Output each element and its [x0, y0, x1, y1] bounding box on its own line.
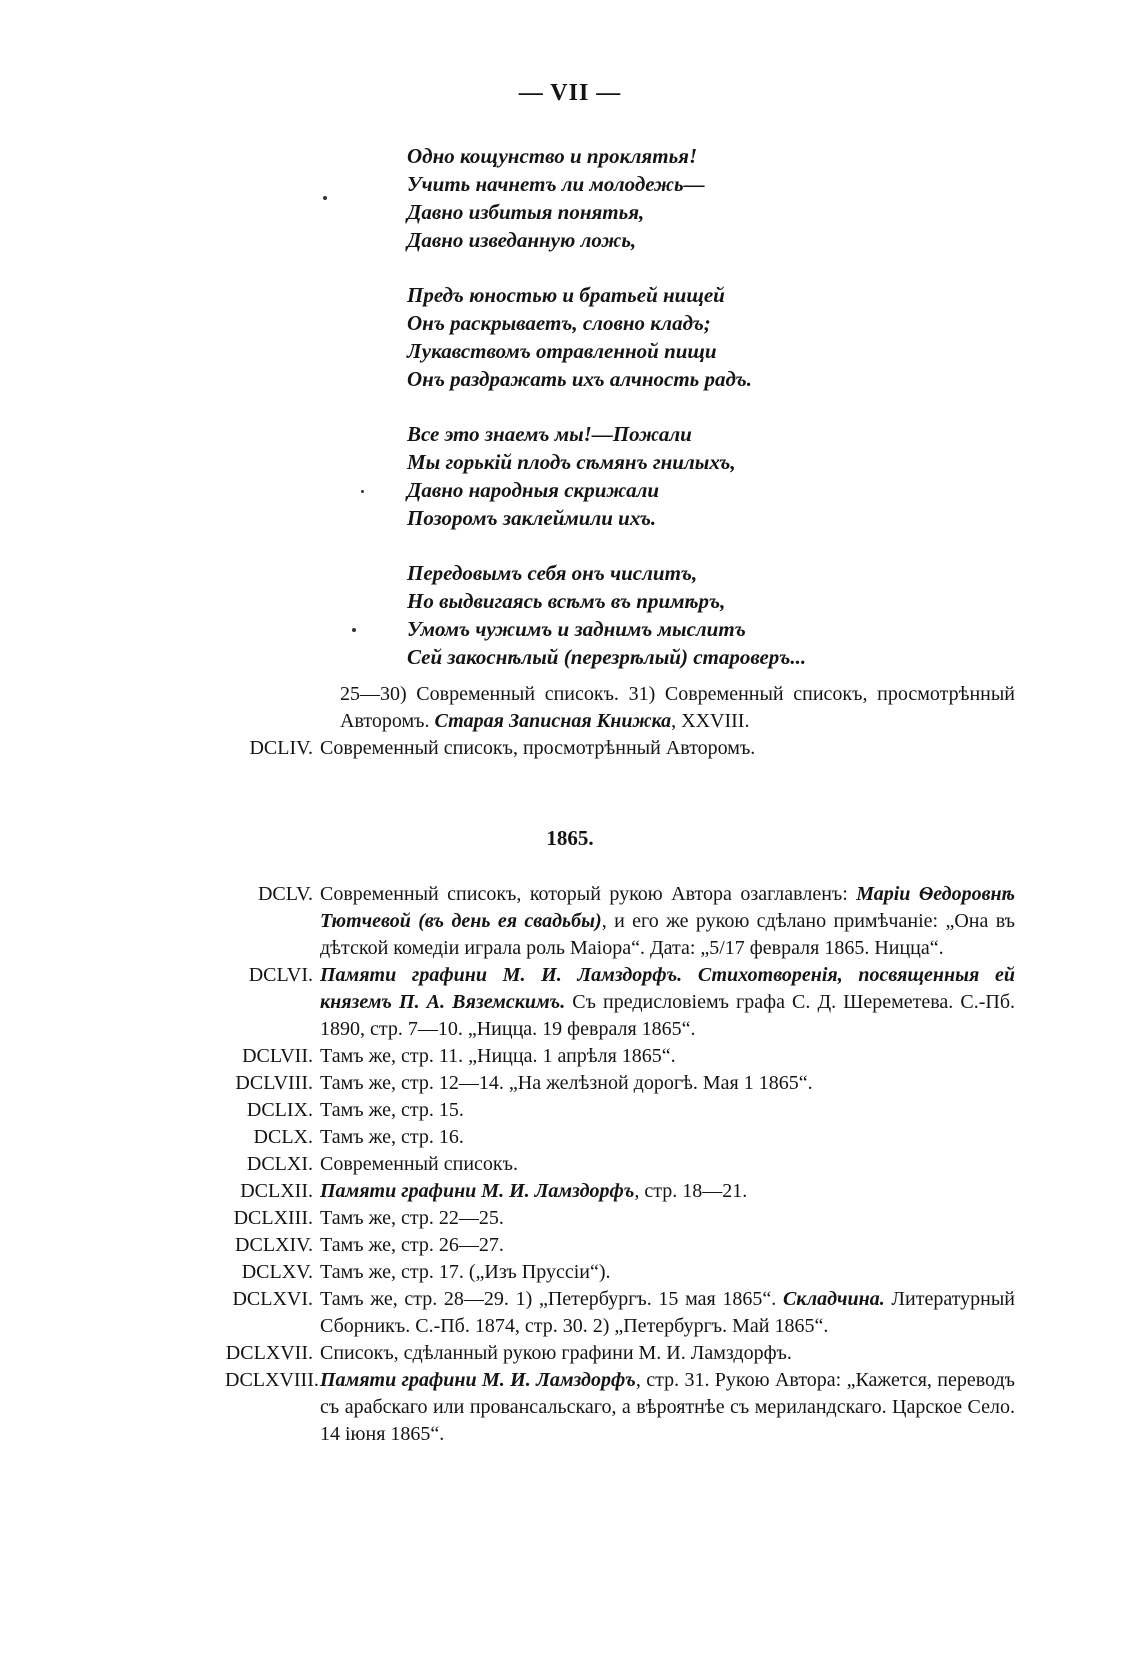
- entry-text: [320, 1367, 1015, 1448]
- entry-dclv: [225, 881, 1015, 962]
- entry-number: DCLXVI.: [232, 1288, 313, 1310]
- poem-line: Но выдвигаясь всѣмъ въ примѣръ,: [407, 589, 726, 613]
- entry-text: [320, 881, 1015, 962]
- entry-italic-title: Маріи Ѳедоровнѣ Тютчевой (въ день ея свадьбы): [320, 883, 1015, 932]
- note-plain: , XXVIII.: [671, 710, 750, 732]
- entry-text: [320, 1070, 1015, 1097]
- poem-line: Онъ раскрываетъ, словно кладъ;: [407, 311, 711, 335]
- entry-plain: Современный списокъ, который рукою Автора озаглавленъ:: [320, 883, 857, 905]
- page-number: — VII —: [518, 80, 622, 106]
- entry-number: DCLXVIII.: [225, 1369, 319, 1391]
- entry-text: [320, 1043, 1015, 1070]
- entry-dclxviii: [225, 1367, 1015, 1448]
- entry-dclviii: [225, 1070, 1015, 1097]
- print-speck: [361, 490, 364, 493]
- poem-line: Учить начнетъ ли молодежь—: [407, 172, 705, 196]
- entry-text: [320, 1178, 1015, 1205]
- entry-number: DCLXI.: [246, 1153, 313, 1175]
- poem-stanza-3: [407, 420, 967, 532]
- entry-text: [320, 1340, 1015, 1367]
- entry-dclvi: [225, 962, 1015, 1043]
- entry-italic-title: Памяти графини М. И. Ламздорфъ. Стихотворенія, посвященныя ей княземъ П. А. Вяземскимъ.: [320, 964, 1015, 1013]
- print-speck: [352, 628, 356, 632]
- entry-text: [320, 1097, 1015, 1124]
- notes-before-year: [225, 681, 1015, 762]
- entry-plain: Тамъ же, стр. 12—14. „На желѣзной дорогѣ. Мая 1 1865“.: [320, 1072, 813, 1094]
- entry-number: DCLX.: [253, 1126, 313, 1148]
- entry-dclvii: [225, 1043, 1015, 1070]
- entry-dclxii: [225, 1178, 1015, 1205]
- entry-dclxiv: [225, 1232, 1015, 1259]
- entry-dclxiii: [225, 1205, 1015, 1232]
- poem-line: Предъ юностью и братьей нищей: [407, 283, 725, 307]
- poem: [407, 142, 967, 698]
- note-text: Современный списокъ, просмотрѣнный Авторомъ.: [320, 737, 756, 759]
- entry-italic-title: Памяти графини М. И. Ламздорфъ: [320, 1180, 635, 1202]
- note-entry: [225, 735, 1015, 762]
- entry-plain: Тамъ же, стр. 15.: [320, 1099, 464, 1121]
- print-speck: [323, 196, 327, 200]
- entry-number: DCLXV.: [241, 1261, 313, 1283]
- entry-number: DCLVI.: [248, 964, 313, 986]
- entry-text: [320, 962, 1015, 1043]
- entry-number: DCLIV.: [249, 737, 313, 759]
- entry-plain: Тамъ же, стр. 28—29. 1) „Петербургъ. 15 мая 1865“.: [320, 1288, 783, 1310]
- note-plain: 25—30) Современный списокъ. 31) Современный списокъ, просмотрѣнный Авторомъ.: [340, 683, 1015, 732]
- entry-plain: Тамъ же, стр. 16.: [320, 1126, 464, 1148]
- poem-line: Позоромъ заклеймили ихъ.: [407, 506, 657, 530]
- poem-line: Одно кощунство и проклятья!: [407, 144, 698, 168]
- entry-text: [320, 1259, 1015, 1286]
- poem-line: Передовымъ себя онъ числитъ,: [407, 561, 698, 585]
- entry-number: DCLXIV.: [235, 1234, 313, 1256]
- entry-plain: Съ предисловіемъ графа С. Д. Шереметева. С.-Пб. 1890, стр. 7—10. „Ницца. 19 февраля 1865“.: [320, 991, 1016, 1040]
- note-text: [340, 681, 1015, 735]
- entry-dclx: [225, 1124, 1015, 1151]
- entry-text: [320, 1286, 1015, 1340]
- poem-line: Давно изведанную ложь,: [407, 228, 637, 252]
- entry-text: [320, 1124, 1015, 1151]
- poem-stanza-1: [407, 142, 967, 254]
- poem-stanza-2: [407, 281, 967, 393]
- entries-list: [225, 881, 1015, 1448]
- note-entry: [225, 681, 1015, 735]
- poem-line: Сей закоснѣлый (перезрѣлый) староверъ...: [407, 645, 807, 669]
- poem-line: Все это знаемъ мы!—Пожали: [407, 422, 692, 446]
- year-heading: 1865.: [546, 826, 594, 850]
- entry-number: DCLIX.: [246, 1099, 313, 1121]
- poem-line: Давно народныя скрижали: [407, 478, 660, 502]
- entry-plain: Тамъ же, стр. 11. „Ницца. 1 апрѣля 1865“.: [320, 1045, 676, 1067]
- entry-number: DCLVII.: [242, 1045, 313, 1067]
- entry-dclxvi: [225, 1286, 1015, 1340]
- poem-line: Онъ раздражать ихъ алчность радъ.: [407, 367, 752, 391]
- entry-plain: Тамъ же, стр. 22—25.: [320, 1207, 504, 1229]
- entry-plain: Литературный Сборникъ. С.-Пб. 1874, стр. 30. 2) „Петербургъ. Май 1865“.: [320, 1288, 1015, 1337]
- entry-number: DCLXVII.: [225, 1342, 313, 1364]
- entry-plain: , стр. 18—21.: [634, 1180, 748, 1202]
- entry-text: [320, 1151, 1015, 1178]
- entry-plain: , и его же рукою сдѣлано примѣчаніе: „Она въ дѣтской комедіи играла роль Маіора“. Дата: „5/17 февраля 1865. Ницца“.: [320, 910, 1016, 959]
- entry-dclxv: [225, 1259, 1015, 1286]
- entry-plain: , стр. 31. Рукою Автора: „Кажется, переводъ съ арабскаго или провансальскаго, а вѣроятнѣе съ мериландскаго. Царское Село. 14 іюня 1865“.: [320, 1369, 1015, 1445]
- entry-plain: Тамъ же, стр. 17. („Изъ Пруссіи“).: [320, 1261, 611, 1283]
- poem-stanza-4: [407, 559, 967, 671]
- entry-plain: Списокъ, сдѣланный рукою графини М. И. Ламздорфъ.: [320, 1342, 792, 1364]
- entry-number: DCLXII.: [240, 1180, 313, 1202]
- poem-line: Мы горькій плодъ сѣмянъ гнилыхъ,: [407, 450, 736, 474]
- note-italic-title: Старая Записная Книжка: [434, 710, 672, 732]
- poem-line: Давно избитыя понятья,: [407, 200, 645, 224]
- poem-line: Лукавствомъ отравленной пищи: [407, 339, 717, 363]
- entry-number: DCLVIII.: [235, 1072, 313, 1094]
- entry-dclxi: [225, 1151, 1015, 1178]
- entry-italic-title: Складчина.: [782, 1288, 885, 1310]
- poem-line: Умомъ чужимъ и заднимъ мыслитъ: [407, 617, 746, 641]
- entry-italic-title: Памяти графини М. И. Ламздорфъ: [320, 1369, 636, 1391]
- entry-number: DCLV.: [257, 883, 313, 905]
- entry-plain: Тамъ же, стр. 26—27.: [320, 1234, 504, 1256]
- entry-dclix: [225, 1097, 1015, 1124]
- entry-plain: Современный списокъ.: [320, 1153, 518, 1175]
- entry-dclxvii: [225, 1340, 1015, 1367]
- entry-text: [320, 1205, 1015, 1232]
- entry-text: [320, 1232, 1015, 1259]
- entry-number: DCLXIII.: [233, 1207, 313, 1229]
